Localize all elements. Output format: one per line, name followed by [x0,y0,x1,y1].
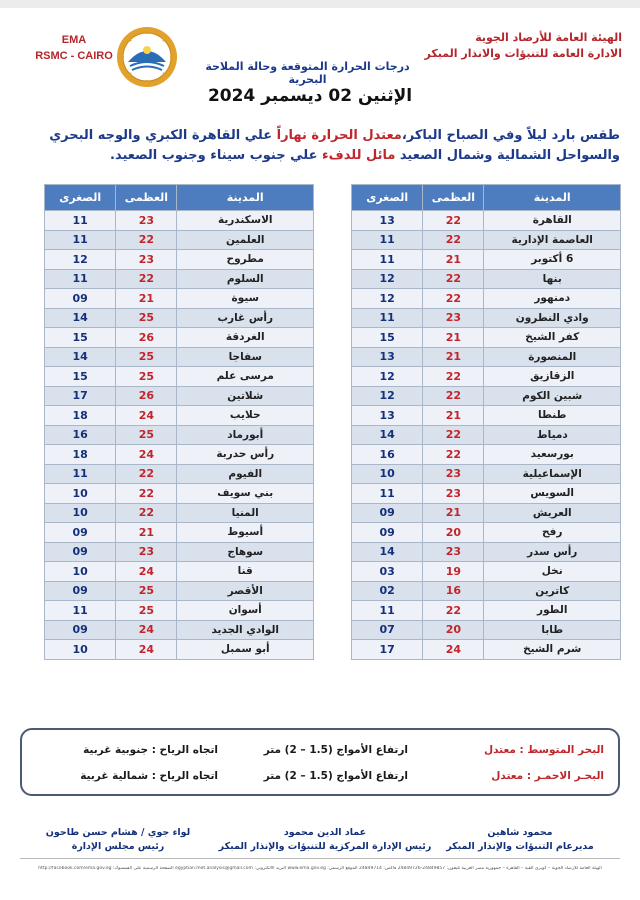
min-temp-cell: 11 [45,601,116,621]
temperature-table-left [44,184,314,660]
max-temp-cell: 23 [423,542,484,562]
table-row [45,562,314,582]
min-temp-cell: 09 [352,523,423,543]
city-cell: كفر الشيخ [484,328,621,348]
signature-name: محمود شاهين [487,827,553,838]
min-temp-cell: 09 [45,620,116,640]
max-temp-cell: 16 [423,581,484,601]
forecast-date: الإثنين 02 ديسمبر 2024 [207,86,413,106]
min-temp-cell: 09 [45,581,116,601]
signature-title: رئيس مجلس الإدارة [71,841,165,852]
min-temp-cell: 15 [45,328,116,348]
max-temp-cell: 22 [423,230,484,250]
table-row [352,601,621,621]
table-row [352,445,621,465]
signature-name: لواء جوي / هشام حسن طاحون [45,827,191,838]
sea-row-mediterranean [22,744,618,760]
forecast-part: علي القاهرة الكبري والوجه البحري والسواحل الشمالية وشمال الصعيد [49,128,620,163]
max-temp-cell: 22 [423,269,484,289]
city-cell: شبين الكوم [484,386,621,406]
table-row [352,367,621,387]
city-cell: دمنهور [484,289,621,309]
city-cell: رفح [484,523,621,543]
city-cell: سوهاج [177,542,314,562]
abbr-ema: EMA [61,34,87,46]
sea-name: البحر المتوسط : معتدل [483,744,604,756]
max-temp-cell: 24 [116,640,177,660]
max-temp-cell: 20 [423,620,484,640]
table-row [352,289,621,309]
max-temp-cell: 19 [423,562,484,582]
max-temp-cell: 21 [423,347,484,367]
city-cell: بورسعيد [484,445,621,465]
signature-title: رئيس الإدارة المركزية للتنبؤات والإنذار المبكر [218,841,432,852]
max-temp-cell: 21 [116,523,177,543]
city-cell: الوادي الجديد [177,620,314,640]
table-row [45,230,314,250]
city-cell: أبو سمبل [177,640,314,660]
max-temp-cell: 22 [116,484,177,504]
max-temp-cell: 24 [423,640,484,660]
min-temp-cell: 17 [45,386,116,406]
org-name: الهيئة العامة للأرصاد الجوية [475,31,622,44]
max-temp-cell: 25 [116,347,177,367]
city-cell: مرسى علم [177,367,314,387]
header-max: العظمى [116,185,177,211]
max-temp-cell: 25 [116,601,177,621]
max-temp-cell: 21 [423,503,484,523]
max-temp-cell: 24 [116,445,177,465]
city-cell: طنطا [484,406,621,426]
min-temp-cell: 10 [45,503,116,523]
header-city: المدينة [177,185,314,211]
max-temp-cell: 22 [423,211,484,231]
table-row [45,347,314,367]
header-min: الصغرى [352,185,423,211]
city-cell: أسوان [177,601,314,621]
max-temp-cell: 23 [116,542,177,562]
max-temp-cell: 22 [116,464,177,484]
table-row [352,328,621,348]
min-temp-cell: 14 [352,542,423,562]
city-cell: سيوة [177,289,314,309]
min-temp-cell: 02 [352,581,423,601]
city-cell: الغردقة [177,328,314,348]
max-temp-cell: 22 [423,386,484,406]
min-temp-cell: 11 [352,250,423,270]
table-row [45,601,314,621]
max-temp-cell: 25 [116,367,177,387]
abbr-rsmc: RSMC - CAIRO [35,50,113,62]
signature-forecast-director [420,826,620,854]
city-cell: الإسماعيلية [484,464,621,484]
min-temp-cell: 10 [45,562,116,582]
organization-header [422,30,622,62]
max-temp-cell: 24 [116,620,177,640]
table-row [45,620,314,640]
max-temp-cell: 24 [116,562,177,582]
city-cell: 6 أكتوبر [484,250,621,270]
table-row [45,386,314,406]
min-temp-cell: 03 [352,562,423,582]
max-temp-cell: 25 [116,308,177,328]
signature-chairman [18,826,218,854]
table-row [352,464,621,484]
min-temp-cell: 15 [352,328,423,348]
table-row [45,445,314,465]
city-cell: الزقازيق [484,367,621,387]
city-cell: المنيا [177,503,314,523]
min-temp-cell: 11 [352,484,423,504]
min-temp-cell: 13 [352,211,423,231]
min-temp-cell: 10 [352,464,423,484]
city-cell: سفاجا [177,347,314,367]
table-row [352,523,621,543]
min-temp-cell: 16 [45,425,116,445]
table-row [45,367,314,387]
min-temp-cell: 10 [45,640,116,660]
wind-direction: اتجاه الرياح : شمالية غربية [80,770,218,782]
table-row [45,503,314,523]
city-cell: رأس حدربة [177,445,314,465]
signature-name: عماد الدين محمود [283,827,367,838]
min-temp-cell: 11 [352,601,423,621]
table-row [352,640,621,660]
min-temp-cell: 10 [45,484,116,504]
forecast-text [22,126,620,166]
min-temp-cell: 12 [352,289,423,309]
signature-title: مديرعام التنبؤات والإنذار المبكر [446,841,594,852]
table-row [45,211,314,231]
max-temp-cell: 21 [423,328,484,348]
min-temp-cell: 14 [352,425,423,445]
table-row [352,484,621,504]
table-row [45,308,314,328]
table-row [352,269,621,289]
max-temp-cell: 25 [116,425,177,445]
city-cell: المنصورة [484,347,621,367]
min-temp-cell: 18 [45,406,116,426]
marine-conditions-box [20,728,620,796]
max-temp-cell: 23 [116,211,177,231]
signature-central-head [215,826,435,854]
max-temp-cell: 22 [116,503,177,523]
min-temp-cell: 09 [45,289,116,309]
max-temp-cell: 21 [423,250,484,270]
table-row [45,464,314,484]
header-min: الصغرى [45,185,116,211]
city-cell: رأس سدر [484,542,621,562]
header-city: المدينة [484,185,621,211]
min-temp-cell: 13 [352,347,423,367]
city-cell: القاهرة [484,211,621,231]
max-temp-cell: 26 [116,328,177,348]
table-row [352,406,621,426]
max-temp-cell: 23 [423,308,484,328]
abbreviation-header [24,32,124,64]
min-temp-cell: 12 [352,269,423,289]
city-cell: طابا [484,620,621,640]
city-cell: الاسكندرية [177,211,314,231]
table-row [45,250,314,270]
max-temp-cell: 22 [423,289,484,309]
city-cell: وادي النطرون [484,308,621,328]
wave-height: ارتفاع الأمواج (1.5 – 2) متر [263,744,408,756]
top-bar [0,0,640,8]
min-temp-cell: 11 [45,230,116,250]
sea-name: البحـر الاحمـر : معتدل [491,770,604,782]
ema-logo-icon [116,26,178,88]
org-department: الادارة العامة للتنبؤات والانذار المبكر [424,47,622,60]
min-temp-cell: 12 [45,250,116,270]
table-row [352,211,621,231]
max-temp-cell: 22 [116,230,177,250]
table-row [45,289,314,309]
max-temp-cell: 23 [423,484,484,504]
min-temp-cell: 11 [45,269,116,289]
table-row [352,308,621,328]
table-row [45,542,314,562]
city-cell: شرم الشيخ [484,640,621,660]
table-row [45,581,314,601]
forecast-highlight: مائل للدفء [322,148,396,163]
header-max: العظمى [423,185,484,211]
min-temp-cell: 17 [352,640,423,660]
min-temp-cell: 09 [45,542,116,562]
table-row [352,562,621,582]
table-row [45,523,314,543]
city-cell: الأقصر [177,581,314,601]
max-temp-cell: 23 [423,464,484,484]
footer-contact: الهيئة العامة للأرصاد الجوية – كوبري القبة – القاهرة – جمهورية مصر العربية تليفون: 24849857-24849726 فاكس: 24849714 الموقع الرسمي: www.ema.gov.eg البريد الالكتروني: egyptian.met.analysis@gmail.com الصفحة الرسمية على الفيسبوك: http://facebook.com/ema.gov.eg [38,866,602,871]
max-temp-cell: 21 [116,289,177,309]
city-cell: العريش [484,503,621,523]
max-temp-cell: 22 [423,445,484,465]
forecast-part: طقس بارد ليلاً وفي الصباح الباكر، [401,128,620,143]
min-temp-cell: 15 [45,367,116,387]
table-row [352,581,621,601]
max-temp-cell: 25 [116,581,177,601]
forecast-part: علي جنوب سيناء وجنوب الصعيد. [110,148,322,163]
max-temp-cell: 26 [116,386,177,406]
table-row [45,406,314,426]
max-temp-cell: 22 [116,269,177,289]
min-temp-cell: 07 [352,620,423,640]
min-temp-cell: 13 [352,406,423,426]
table-row [45,328,314,348]
table-row [45,269,314,289]
city-cell: الطور [484,601,621,621]
max-temp-cell: 22 [423,601,484,621]
city-cell: قنا [177,562,314,582]
max-temp-cell: 21 [423,406,484,426]
city-cell: نخل [484,562,621,582]
max-temp-cell: 23 [116,250,177,270]
table-row [352,620,621,640]
city-cell: حلايب [177,406,314,426]
city-cell: السلوم [177,269,314,289]
max-temp-cell: 22 [423,425,484,445]
min-temp-cell: 11 [352,230,423,250]
max-temp-cell: 20 [423,523,484,543]
min-temp-cell: 16 [352,445,423,465]
min-temp-cell: 09 [45,523,116,543]
wind-direction: اتجاه الرياح : جنوبية غربية [83,744,218,756]
min-temp-cell: 14 [45,308,116,328]
table-header-row [45,185,314,211]
city-cell: أسيوط [177,523,314,543]
wave-height: ارتفاع الأمواج (1.5 – 2) متر [263,770,408,782]
table-row [352,250,621,270]
min-temp-cell: 12 [352,367,423,387]
table-row [352,386,621,406]
city-cell: أبورماد [177,425,314,445]
min-temp-cell: 11 [352,308,423,328]
footer-divider [20,858,620,859]
table-row [352,347,621,367]
forecast-highlight: معتدل الحرارة نهاراً [276,128,402,143]
table-row [352,542,621,562]
temperature-table-right [351,184,621,660]
table-header-row [352,185,621,211]
city-cell: بنها [484,269,621,289]
table-row [352,230,621,250]
sea-row-red-sea [22,770,618,786]
max-temp-cell: 22 [423,367,484,387]
city-cell: دمياط [484,425,621,445]
min-temp-cell: 11 [45,211,116,231]
min-temp-cell: 11 [45,464,116,484]
document-subtitle: درجات الحرارة المتوقعة وحالة الملاحة البحرية [205,60,410,86]
city-cell: كاترين [484,581,621,601]
city-cell: مطروح [177,250,314,270]
city-cell: رأس غارب [177,308,314,328]
table-row [352,425,621,445]
city-cell: بني سويف [177,484,314,504]
city-cell: السويس [484,484,621,504]
table-row [352,503,621,523]
min-temp-cell: 14 [45,347,116,367]
min-temp-cell: 18 [45,445,116,465]
city-cell: العلمين [177,230,314,250]
min-temp-cell: 09 [352,503,423,523]
city-cell: شلاتين [177,386,314,406]
max-temp-cell: 24 [116,406,177,426]
city-cell: العاصمة الإدارية [484,230,621,250]
table-row [45,484,314,504]
city-cell: الفيوم [177,464,314,484]
min-temp-cell: 12 [352,386,423,406]
table-row [45,640,314,660]
table-row [45,425,314,445]
